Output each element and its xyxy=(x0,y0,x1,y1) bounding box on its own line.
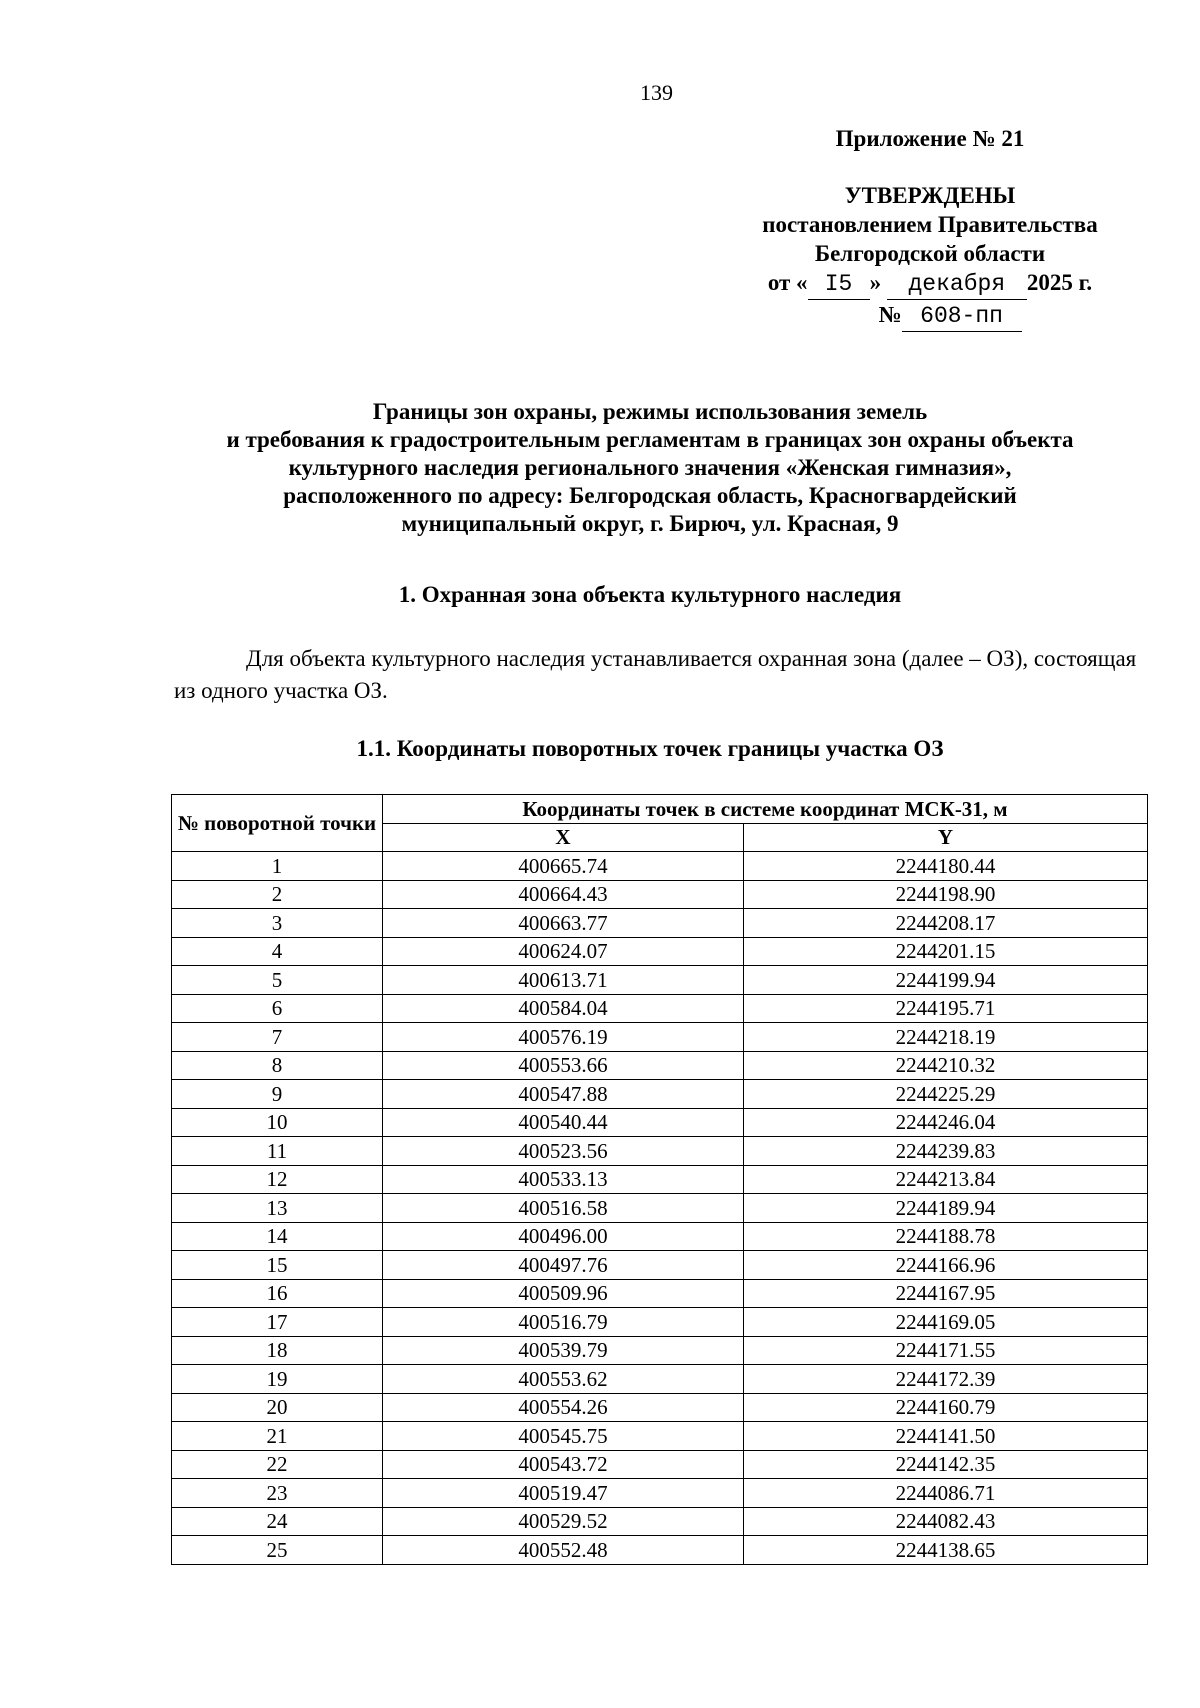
table-row xyxy=(172,1450,1148,1479)
x-coordinate: 400624.07 xyxy=(383,937,744,966)
y-coordinate: 2244199.94 xyxy=(744,966,1148,995)
subsection-heading: 1.1. Координаты поворотных точек границы участка ОЗ xyxy=(356,736,944,761)
x-coordinate: 400496.00 xyxy=(383,1222,744,1251)
x-coordinate: 400545.75 xyxy=(383,1422,744,1451)
date-year: 2025 г. xyxy=(1026,270,1093,295)
x-coordinate: 400539.79 xyxy=(383,1336,744,1365)
y-coordinate: 2244142.35 xyxy=(744,1450,1148,1479)
x-coordinate: 400554.26 xyxy=(383,1393,744,1422)
x-coordinate: 400497.76 xyxy=(383,1251,744,1280)
point-number: 8 xyxy=(172,1051,383,1080)
table-row xyxy=(172,1137,1148,1166)
point-number: 23 xyxy=(172,1479,383,1508)
table-row xyxy=(172,1393,1148,1422)
y-coordinate: 2244171.55 xyxy=(744,1336,1148,1365)
x-coordinate: 400529.52 xyxy=(383,1507,744,1536)
appendix-label: Приложение № 21 xyxy=(835,126,1025,151)
point-number: 12 xyxy=(172,1165,383,1194)
y-coordinate: 2244198.90 xyxy=(744,880,1148,909)
point-number: 6 xyxy=(172,994,383,1023)
y-coordinate: 2244086.71 xyxy=(744,1479,1148,1508)
date-prefix: от « xyxy=(767,270,808,295)
point-number: 3 xyxy=(172,909,383,938)
point-number: 4 xyxy=(172,937,383,966)
y-coordinate: 2244172.39 xyxy=(744,1365,1148,1394)
table-row xyxy=(172,1108,1148,1137)
x-coordinate: 400519.47 xyxy=(383,1479,744,1508)
table-row xyxy=(172,1023,1148,1052)
approval-line-2: Белгородской области xyxy=(814,241,1046,266)
date-mid: » xyxy=(869,270,882,295)
x-coordinate: 400576.19 xyxy=(383,1023,744,1052)
x-coordinate: 400509.96 xyxy=(383,1279,744,1308)
y-coordinate: 2244189.94 xyxy=(744,1194,1148,1223)
y-coordinate: 2244201.15 xyxy=(744,937,1148,966)
point-number: 1 xyxy=(172,852,383,881)
x-coordinate: 400663.77 xyxy=(383,909,744,938)
x-coordinate: 400540.44 xyxy=(383,1108,744,1137)
title-line: и требования к градостроительным регламентам в границах зон охраны объекта xyxy=(226,427,1074,452)
title-line: культурного наследия регионального значения «Женская гимназия», xyxy=(288,455,1012,480)
point-number: 10 xyxy=(172,1108,383,1137)
coordinates-table xyxy=(171,794,1148,1565)
page-number: 139 xyxy=(640,80,673,105)
table-row xyxy=(172,1536,1148,1565)
approval-number xyxy=(720,300,1140,332)
title-line: расположенного по адресу: Белгородская область, Красногвардейский xyxy=(283,483,1017,508)
table-row xyxy=(172,1479,1148,1508)
table-row xyxy=(172,1194,1148,1223)
point-number: 16 xyxy=(172,1279,383,1308)
point-number: 13 xyxy=(172,1194,383,1223)
y-coordinate: 2244160.79 xyxy=(744,1393,1148,1422)
table-row xyxy=(172,1422,1148,1451)
y-coordinate: 2244082.43 xyxy=(744,1507,1148,1536)
table-row xyxy=(172,966,1148,995)
point-number: 14 xyxy=(172,1222,383,1251)
approval-date xyxy=(720,268,1140,300)
x-coordinate: 400523.56 xyxy=(383,1137,744,1166)
table-row xyxy=(172,1222,1148,1251)
point-number: 7 xyxy=(172,1023,383,1052)
x-coordinate: 400665.74 xyxy=(383,852,744,881)
point-number: 24 xyxy=(172,1507,383,1536)
title-line: Границы зон охраны, режимы использования земель xyxy=(372,399,928,424)
table-row xyxy=(172,1336,1148,1365)
point-number: 17 xyxy=(172,1308,383,1337)
y-coordinate: 2244213.84 xyxy=(744,1165,1148,1194)
y-coordinate: 2244141.50 xyxy=(744,1422,1148,1451)
point-number: 15 xyxy=(172,1251,383,1280)
point-number: 25 xyxy=(172,1536,383,1565)
section-heading: 1. Охранная зона объекта культурного наследия xyxy=(398,582,902,607)
table-row xyxy=(172,994,1148,1023)
y-coordinate: 2244167.95 xyxy=(744,1279,1148,1308)
paragraph: Для объекта культурного наследия устанавливается охранная зона (далее – ОЗ), состоящая из одного участка ОЗ. xyxy=(174,646,1137,703)
y-coordinate: 2244218.19 xyxy=(744,1023,1148,1052)
x-coordinate: 400516.79 xyxy=(383,1308,744,1337)
table-row xyxy=(172,937,1148,966)
point-number: 2 xyxy=(172,880,383,909)
x-coordinate: 400516.58 xyxy=(383,1194,744,1223)
number-value: 608-пп xyxy=(902,302,1022,332)
point-number: 19 xyxy=(172,1365,383,1394)
y-coordinate: 2244169.05 xyxy=(744,1308,1148,1337)
y-coordinate: 2244166.96 xyxy=(744,1251,1148,1280)
y-coordinate: 2244246.04 xyxy=(744,1108,1148,1137)
table-row xyxy=(172,909,1148,938)
point-number: 5 xyxy=(172,966,383,995)
table-row xyxy=(172,1279,1148,1308)
header-x: X xyxy=(383,823,744,852)
x-coordinate: 400613.71 xyxy=(383,966,744,995)
x-coordinate: 400664.43 xyxy=(383,880,744,909)
x-coordinate: 400552.48 xyxy=(383,1536,744,1565)
approval-line-1: постановлением Правительства xyxy=(762,212,1098,237)
approval-block xyxy=(720,124,1140,332)
y-coordinate: 2244188.78 xyxy=(744,1222,1148,1251)
table-row xyxy=(172,852,1148,881)
x-coordinate: 400543.72 xyxy=(383,1450,744,1479)
x-coordinate: 400584.04 xyxy=(383,994,744,1023)
table-row xyxy=(172,880,1148,909)
y-coordinate: 2244195.71 xyxy=(744,994,1148,1023)
header-y: Y xyxy=(744,823,1148,852)
y-coordinate: 2244225.29 xyxy=(744,1080,1148,1109)
title-line: муниципальный округ, г. Бирюч, ул. Красная, 9 xyxy=(401,511,899,536)
table-row xyxy=(172,1507,1148,1536)
approved-label: УТВЕРЖДЕНЫ xyxy=(844,183,1016,208)
header-coordinates: Координаты точек в системе координат МСК-31, м xyxy=(383,795,1148,824)
point-number: 22 xyxy=(172,1450,383,1479)
table-row xyxy=(172,1365,1148,1394)
number-prefix: № xyxy=(878,302,902,327)
date-day: I5 xyxy=(808,270,870,300)
x-coordinate: 400547.88 xyxy=(383,1080,744,1109)
table-row xyxy=(172,1080,1148,1109)
point-number: 21 xyxy=(172,1422,383,1451)
date-month: декабря xyxy=(887,270,1027,300)
y-coordinate: 2244239.83 xyxy=(744,1137,1148,1166)
x-coordinate: 400553.66 xyxy=(383,1051,744,1080)
y-coordinate: 2244180.44 xyxy=(744,852,1148,881)
x-coordinate: 400553.62 xyxy=(383,1365,744,1394)
y-coordinate: 2244138.65 xyxy=(744,1536,1148,1565)
table-row xyxy=(172,1165,1148,1194)
table-row xyxy=(172,1251,1148,1280)
point-number: 11 xyxy=(172,1137,383,1166)
y-coordinate: 2244210.32 xyxy=(744,1051,1148,1080)
point-number: 20 xyxy=(172,1393,383,1422)
point-number: 18 xyxy=(172,1336,383,1365)
document-title xyxy=(150,398,1150,538)
point-number: 9 xyxy=(172,1080,383,1109)
header-point-number: № поворотной точки xyxy=(172,795,383,852)
y-coordinate: 2244208.17 xyxy=(744,909,1148,938)
x-coordinate: 400533.13 xyxy=(383,1165,744,1194)
table-row xyxy=(172,1308,1148,1337)
table-row xyxy=(172,1051,1148,1080)
